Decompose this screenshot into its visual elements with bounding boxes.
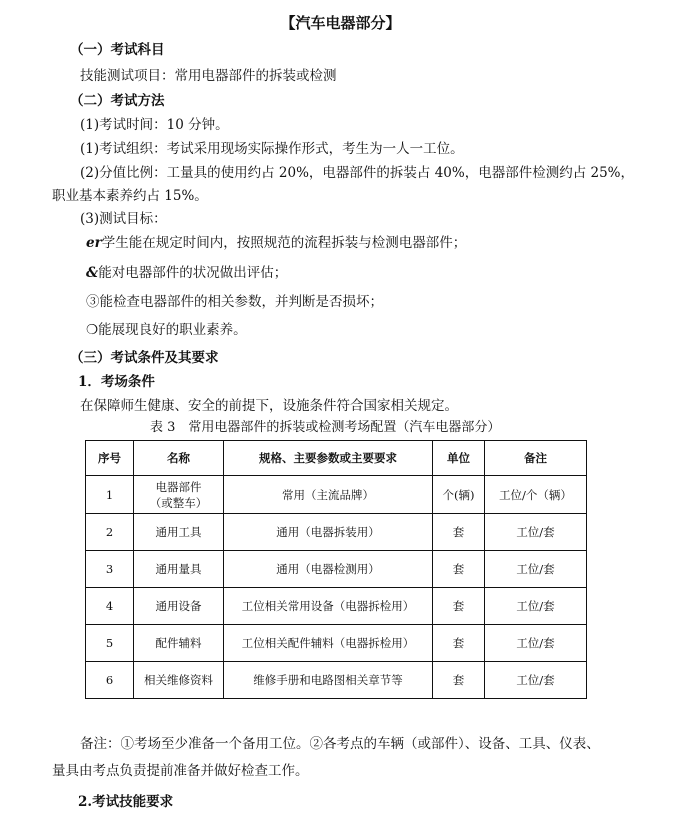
cell-spec: 通用（电器检测用）	[224, 551, 433, 588]
venue-config-table	[85, 440, 587, 699]
cell-no: 6	[86, 662, 134, 699]
cell-unit: 个(辆)	[433, 476, 485, 514]
cell-unit: 套	[433, 588, 485, 625]
venue-text: 在保障师生健康、安全的前提下，设施条件符合国家相关规定。	[80, 398, 458, 414]
goal-item-4	[86, 321, 247, 339]
remark-line1: 备注：①考场至少准备一个备用工位。②各考点的车辆（或部件）、设备、工具、仪表、	[80, 736, 600, 752]
cell-name	[134, 476, 224, 514]
goal-item-1	[86, 234, 466, 252]
goal-text: 学生能在规定时间内，按照规范的流程拆装与检测电器部件；	[101, 235, 467, 251]
goal-item-2	[86, 264, 287, 282]
subsection-title-skills: 2.考试技能要求	[78, 794, 174, 810]
table-row	[86, 588, 587, 625]
cell-unit: 套	[433, 551, 485, 588]
goal-marker: er	[86, 235, 102, 251]
goal-text: 能检查电器部件的相关参数，并判断是否损坏；	[99, 294, 383, 310]
table-header-row	[86, 441, 587, 476]
goal-marker: ③	[86, 294, 100, 310]
cell-note: 工位/个（辆）	[485, 476, 587, 514]
table-caption: 表 3 常用电器部件的拆装或检测考场配置（汽车电器部分）	[150, 420, 501, 435]
document-heading: 【汽车电器部分】	[280, 14, 401, 32]
table-row	[86, 625, 587, 662]
cell-spec: 常用（主流品牌）	[224, 476, 433, 514]
header-no: 序号	[86, 441, 134, 476]
cell-spec: 维修手册和电路图相关章节等	[224, 662, 433, 699]
goal-marker: &	[86, 265, 99, 281]
cell-name: 相关维修资料	[134, 662, 224, 699]
cell-no: 4	[86, 588, 134, 625]
cell-no: 1	[86, 476, 134, 514]
goal-item-3	[86, 293, 383, 311]
table-row	[86, 476, 587, 514]
score-ratio-line1: (2)分值比例：工量具的使用约占 20%，电器部件的拆装占 40%，电器部件检测约占 25%，	[80, 165, 635, 181]
cell-name-line1: 电器部件	[155, 479, 202, 494]
section-title-method: （二）考试方法	[70, 93, 165, 109]
cell-no: 2	[86, 514, 134, 551]
cell-spec: 工位相关常用设备（电器拆检用）	[224, 588, 433, 625]
subject-text: 技能测试项目：常用电器部件的拆装或检测	[80, 68, 337, 84]
header-name: 名称	[134, 441, 224, 476]
cell-spec: 通用（电器拆装用）	[224, 514, 433, 551]
header-spec: 规格、主要参数或主要要求	[224, 441, 433, 476]
subsection-title-venue: 1．考场条件	[78, 374, 155, 390]
test-goal-title: (3)测试目标：	[80, 211, 167, 227]
cell-name: 通用设备	[134, 588, 224, 625]
table-row	[86, 514, 587, 551]
table-row	[86, 662, 587, 699]
table-row	[86, 551, 587, 588]
cell-unit: 套	[433, 514, 485, 551]
cell-name: 通用工具	[134, 514, 224, 551]
section-title-subject: （一）考试科目	[70, 42, 165, 58]
goal-text: 能展现良好的职业素养。	[98, 322, 247, 338]
exam-time: (1)考试时间：10 分钟。	[80, 117, 229, 133]
cell-unit: 套	[433, 662, 485, 699]
section-title-conditions: （三）考试条件及其要求	[70, 350, 219, 366]
header-note: 备注	[485, 441, 587, 476]
remark-line2: 量具由考点负责提前准备并做好检查工作。	[52, 763, 309, 779]
cell-note: 工位/套	[485, 662, 587, 699]
cell-name-line2: （或整车）	[149, 495, 208, 510]
cell-name: 配件辅料	[134, 625, 224, 662]
cell-note: 工位/套	[485, 625, 587, 662]
cell-no: 3	[86, 551, 134, 588]
cell-note: 工位/套	[485, 551, 587, 588]
score-ratio-line2: 职业基本素养约占 15%。	[52, 188, 208, 204]
cell-unit: 套	[433, 625, 485, 662]
cell-spec: 工位相关配件辅料（电器拆检用）	[224, 625, 433, 662]
cell-note: 工位/套	[485, 514, 587, 551]
exam-organization: (1)考试组织：考试采用现场实际操作形式，考生为一人一工位。	[80, 141, 464, 157]
goal-text: 能对电器部件的状况做出评估；	[98, 265, 288, 281]
cell-note: 工位/套	[485, 588, 587, 625]
cell-no: 5	[86, 625, 134, 662]
header-unit: 单位	[433, 441, 485, 476]
cell-name: 通用量具	[134, 551, 224, 588]
goal-marker: ❍	[86, 322, 99, 338]
